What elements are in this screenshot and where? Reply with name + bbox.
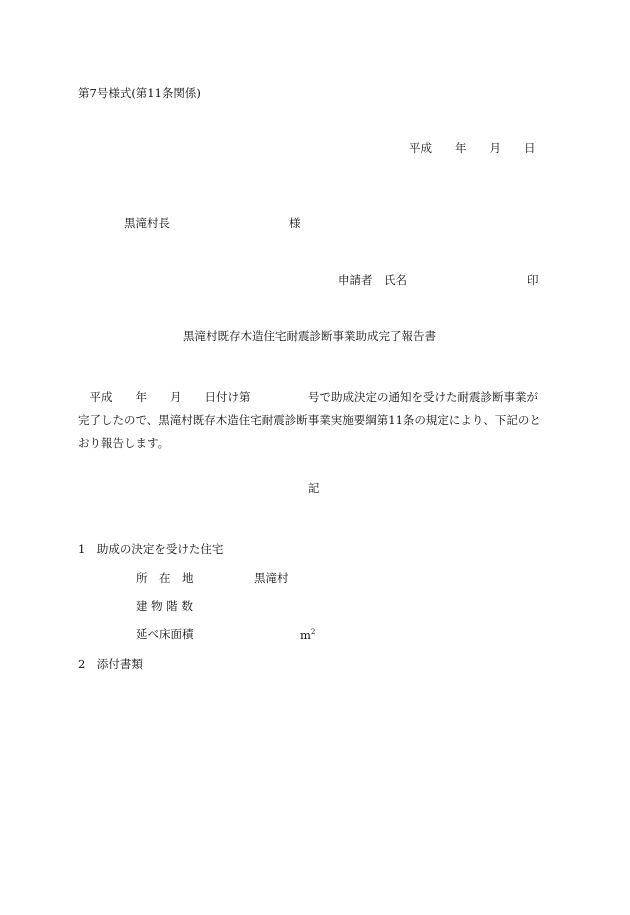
item-1-heading: 1 助成の決定を受けた住宅 [78,542,224,556]
body-line-2: 完了したので、黒滝村既存木造住宅耐震診断事業実施要綱第11条の規定により、下記のと [78,413,541,427]
body-line-1: 平成 年 月 日付け第 号で助成決定の通知を受けた耐震診断事業が [78,390,538,404]
recipient-name: 黒滝村長 [124,216,170,230]
recipient-honorific: 様 [289,216,301,230]
date-line: 平成 年 月 日 [409,141,536,155]
field-location-value: 黒滝村 [254,571,289,585]
field-floors-label: 建 物 階 数 [136,599,193,613]
body-line-3: おり報告します。 [78,436,170,450]
field-location-label: 所 在 地 [136,571,194,585]
field-floor-area-unit: $m^2$ [300,627,316,642]
applicant-label: 申請者 氏名 [338,273,407,287]
document-title: 黒滝村既存木造住宅耐震診断事業助成完了報告書 [183,329,436,343]
seal-mark: 印 [527,273,539,287]
form-label: 第7号様式(第11条関係) [78,86,201,100]
ki-heading: 記 [308,481,320,495]
field-floor-area-label: 延べ床面積 [136,627,194,641]
body-paragraph [78,386,552,455]
item-2-heading: 2 添付書類 [78,657,143,671]
